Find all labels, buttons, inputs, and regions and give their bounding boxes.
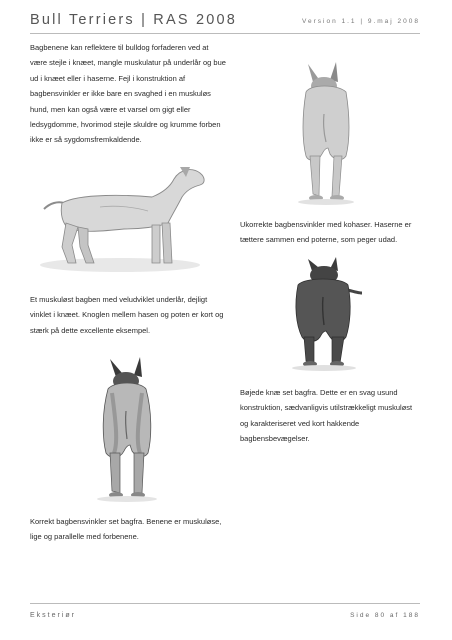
footer-rule <box>30 603 420 604</box>
footer-page-number: Side 80 af 188 <box>350 612 420 619</box>
bent-knees-caption: Bøjede knæ set bagfra. Dette er en svag usund konstruktion, sædvanligvis utilstrækkeligt muskuløst og karakteriseret ved kort hakkende bagbensbevægelser. <box>240 388 413 444</box>
correct-rear-view-illustration <box>94 353 164 503</box>
muscular-hind-leg-side-view-illustration <box>40 163 210 278</box>
document-title: Bull Terriers | RAS 2008 <box>30 12 238 28</box>
cowhocks-rear-view-illustration <box>296 56 358 206</box>
cowhocks-caption: Ukorrekte bagbensvinkler med kohaser. Haserne er tættere sammen end poterne, som peger udad. <box>240 220 412 245</box>
header-rule <box>30 33 420 34</box>
footer-section: Eksteriør <box>30 612 76 619</box>
document-version: Version 1.1 | 9.maj 2008 <box>302 18 420 25</box>
intro-paragraph: Bagbenene kan reflektere til bulldog forfaderen ved at være stejle i knæet, mangle muskulatur på underlår og bue ud i knæet eller i haserne. Fejl i konstruktion af bagbensvinkler er ikke bare en svaghed i en muskuløs hund, men kan også være et varsel om gigt eller ledsygdomme, hvorimod stejle skuldre og krumme forben ikke er så sygdomsfremkaldende. <box>30 43 226 145</box>
bent-knees-rear-view-illustration <box>286 253 366 373</box>
muscular-hind-leg-caption: Et muskuløst bagben med veludviklet underlår, dejligt vinklet i knæet. Knoglen mellem hasen og poten er kort og stærk på dette excellente eksempel. <box>30 295 224 335</box>
correct-rear-view-caption: Korrekt bagbensvinkler set bagfra. Benene er muskuløse, lige og parallelle med forbenene. <box>30 517 222 542</box>
